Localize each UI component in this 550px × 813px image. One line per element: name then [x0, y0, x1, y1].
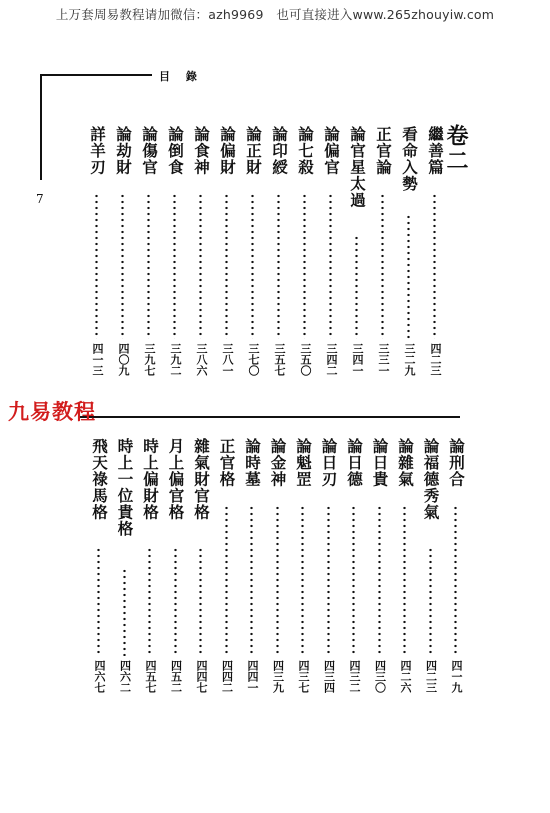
- toc-entry-page: 四五二: [169, 660, 183, 693]
- toc-entry-page: 四五七: [144, 660, 157, 693]
- toc-entry[interactable]: [344, 438, 364, 714]
- toc-entry-page: 三四一: [351, 343, 364, 376]
- toc-entry-title: 論日貴: [370, 438, 390, 488]
- toc-entry[interactable]: [139, 126, 159, 397]
- toc-entry[interactable]: [217, 126, 237, 397]
- dot-leader: [276, 505, 279, 656]
- toc-entry[interactable]: [319, 438, 339, 714]
- toc-entry-title: 論傷官: [140, 126, 159, 176]
- toc-entry-title: 時上偏財格: [141, 438, 160, 521]
- dot-leader: [355, 235, 358, 339]
- toc-entry[interactable]: [395, 438, 415, 714]
- toc-entry-page: 四二三: [429, 343, 442, 376]
- toc-entry[interactable]: [399, 126, 419, 397]
- toc-entry-page: 三三一: [377, 343, 390, 376]
- toc-entry-title: 論倒食: [166, 126, 185, 176]
- toc-entry-page: 四四一: [246, 660, 259, 693]
- toc-entry-page: 三七〇: [247, 343, 260, 376]
- toc-entry-page: 三九七: [143, 343, 156, 376]
- dot-leader: [352, 505, 355, 656]
- watermark-text: 九易教程: [8, 400, 96, 424]
- toc-entry-title: 論偏官: [322, 126, 341, 176]
- toc-entry-title: 論雜氣: [396, 438, 415, 488]
- toc-entry-title: 論日刃: [319, 438, 339, 488]
- dot-leader: [199, 547, 202, 656]
- toc-entry[interactable]: [295, 126, 315, 397]
- toc-entry-page: 四一九: [450, 660, 463, 693]
- toc-entry-page: 四六二: [118, 660, 132, 693]
- toc-entry-page: 四二三: [424, 660, 438, 693]
- dot-leader: [147, 193, 150, 339]
- toc-entry-title: 論官星太過: [348, 126, 367, 209]
- toc-entry-page: 四三九: [271, 660, 285, 693]
- toc-entry-title: 飛天祿馬格: [90, 438, 109, 521]
- margin-rule: [40, 74, 42, 180]
- toc-entry-title: 論時墓: [243, 438, 262, 488]
- toc-entry-title: 雜氣財官格: [192, 438, 211, 521]
- toc-entry-title: 論劫財: [114, 126, 133, 176]
- dot-leader: [454, 505, 457, 656]
- dot-leader: [251, 193, 254, 339]
- dot-leader: [121, 193, 124, 339]
- toc-entry-title: 論福德秀氣: [421, 438, 441, 521]
- dot-leader: [301, 505, 304, 656]
- toc-entry[interactable]: [373, 126, 393, 397]
- dot-leader: [433, 193, 436, 339]
- toc-entry-title: 論七殺: [296, 126, 315, 176]
- toc-entry[interactable]: [269, 126, 289, 397]
- toc-entry-title: 論刑合: [447, 438, 466, 488]
- dot-leader: [225, 193, 228, 339]
- section-divider: [80, 416, 460, 418]
- toc-entry[interactable]: [268, 438, 288, 714]
- toc-entry[interactable]: [140, 438, 160, 714]
- toc-entry[interactable]: [446, 438, 466, 714]
- toc-entry-page: 三五〇: [299, 343, 312, 376]
- dot-leader: [250, 505, 253, 656]
- dot-leader: [329, 193, 332, 339]
- toc-entry-page: 四三七: [297, 660, 310, 693]
- toc-entry-title: 正官論: [374, 126, 393, 176]
- toc-entry-page: 三九二: [169, 343, 182, 376]
- toc-entry[interactable]: [191, 438, 211, 714]
- toc-entry-page: 四三〇: [373, 660, 387, 693]
- toc-entry-page: 四三二: [348, 660, 361, 693]
- dot-leader: [303, 193, 306, 339]
- dot-leader: [381, 193, 384, 339]
- toc-entry-title: 論魁罡: [294, 438, 313, 488]
- toc-entry-page: 四一三: [91, 343, 104, 376]
- toc-entry[interactable]: [113, 126, 133, 397]
- toc-entry[interactable]: [293, 438, 313, 714]
- toc-entry[interactable]: [87, 126, 107, 397]
- toc-entry-title: 看命入勢: [400, 126, 419, 192]
- dot-leader: [225, 505, 228, 656]
- toc-entry-title: 時上一位貴格: [115, 438, 135, 537]
- toc-entry[interactable]: [347, 126, 367, 397]
- toc-entry-title: 正官格: [217, 438, 237, 488]
- toc-entry-page: 三八六: [195, 343, 208, 376]
- dot-leader: [327, 505, 330, 656]
- toc-entry-page: 四四二: [220, 660, 234, 693]
- toc-entry[interactable]: [242, 438, 262, 714]
- toc-entry-page: 四六七: [93, 660, 106, 693]
- toc-entry-title: 論正財: [244, 126, 263, 176]
- toc-entry[interactable]: [166, 438, 186, 714]
- top-banner-text: 上万套周易教程请加微信：azh9969 也可直接进入www.265zhouyiw.com: [55, 7, 495, 22]
- dot-leader: [97, 547, 100, 656]
- dot-leader: [148, 547, 151, 656]
- toc-entry-page: 四三四: [322, 660, 336, 693]
- toc-entry[interactable]: [421, 438, 441, 714]
- toc-entry[interactable]: [217, 438, 237, 714]
- toc-entry[interactable]: [115, 438, 135, 714]
- toc-entry-page: 四四七: [195, 660, 208, 693]
- toc-entry[interactable]: [165, 126, 185, 397]
- page-number: 7: [36, 192, 44, 206]
- toc-entry-title: 論金神: [268, 438, 288, 488]
- toc-entry-title: 論印綬: [270, 126, 289, 176]
- dot-leader: [199, 193, 202, 339]
- dot-leader: [173, 193, 176, 339]
- dot-leader: [174, 547, 177, 656]
- toc-entry-page: 三四二: [325, 343, 338, 376]
- toc-entry-title: 繼善篇: [426, 126, 445, 176]
- toc-entry-page: 三八一: [221, 343, 234, 376]
- toc-entry-title: 論食神: [192, 126, 211, 176]
- toc-entry[interactable]: [321, 126, 341, 397]
- toc-entry-title: 論偏財: [218, 126, 237, 176]
- dot-leader: [277, 193, 280, 339]
- header-rule-left: [40, 74, 152, 76]
- toc-entry-page: 三二九: [403, 343, 416, 376]
- toc-entry[interactable]: [370, 438, 390, 714]
- volume-heading: 卷二: [443, 124, 469, 174]
- toc-entry-title: 月上偏官格: [166, 438, 186, 521]
- dot-leader: [123, 568, 126, 656]
- toc-entry-page: 三五七: [273, 343, 286, 376]
- dot-leader: [403, 505, 406, 656]
- toc-entry-page: 四二六: [399, 660, 412, 693]
- toc-entry[interactable]: [243, 126, 263, 397]
- toc-entry-page: 四〇九: [117, 343, 130, 376]
- toc-entry[interactable]: [425, 126, 445, 397]
- dot-leader: [407, 214, 410, 339]
- toc-entry-title: 論日德: [345, 438, 364, 488]
- header-title: 目 錄: [159, 70, 203, 83]
- toc-entry[interactable]: [191, 126, 211, 397]
- dot-leader: [378, 505, 381, 656]
- toc-entry-title: 詳羊刃: [88, 126, 107, 176]
- dot-leader: [429, 547, 432, 656]
- dot-leader: [95, 193, 98, 339]
- toc-entry[interactable]: [89, 438, 109, 714]
